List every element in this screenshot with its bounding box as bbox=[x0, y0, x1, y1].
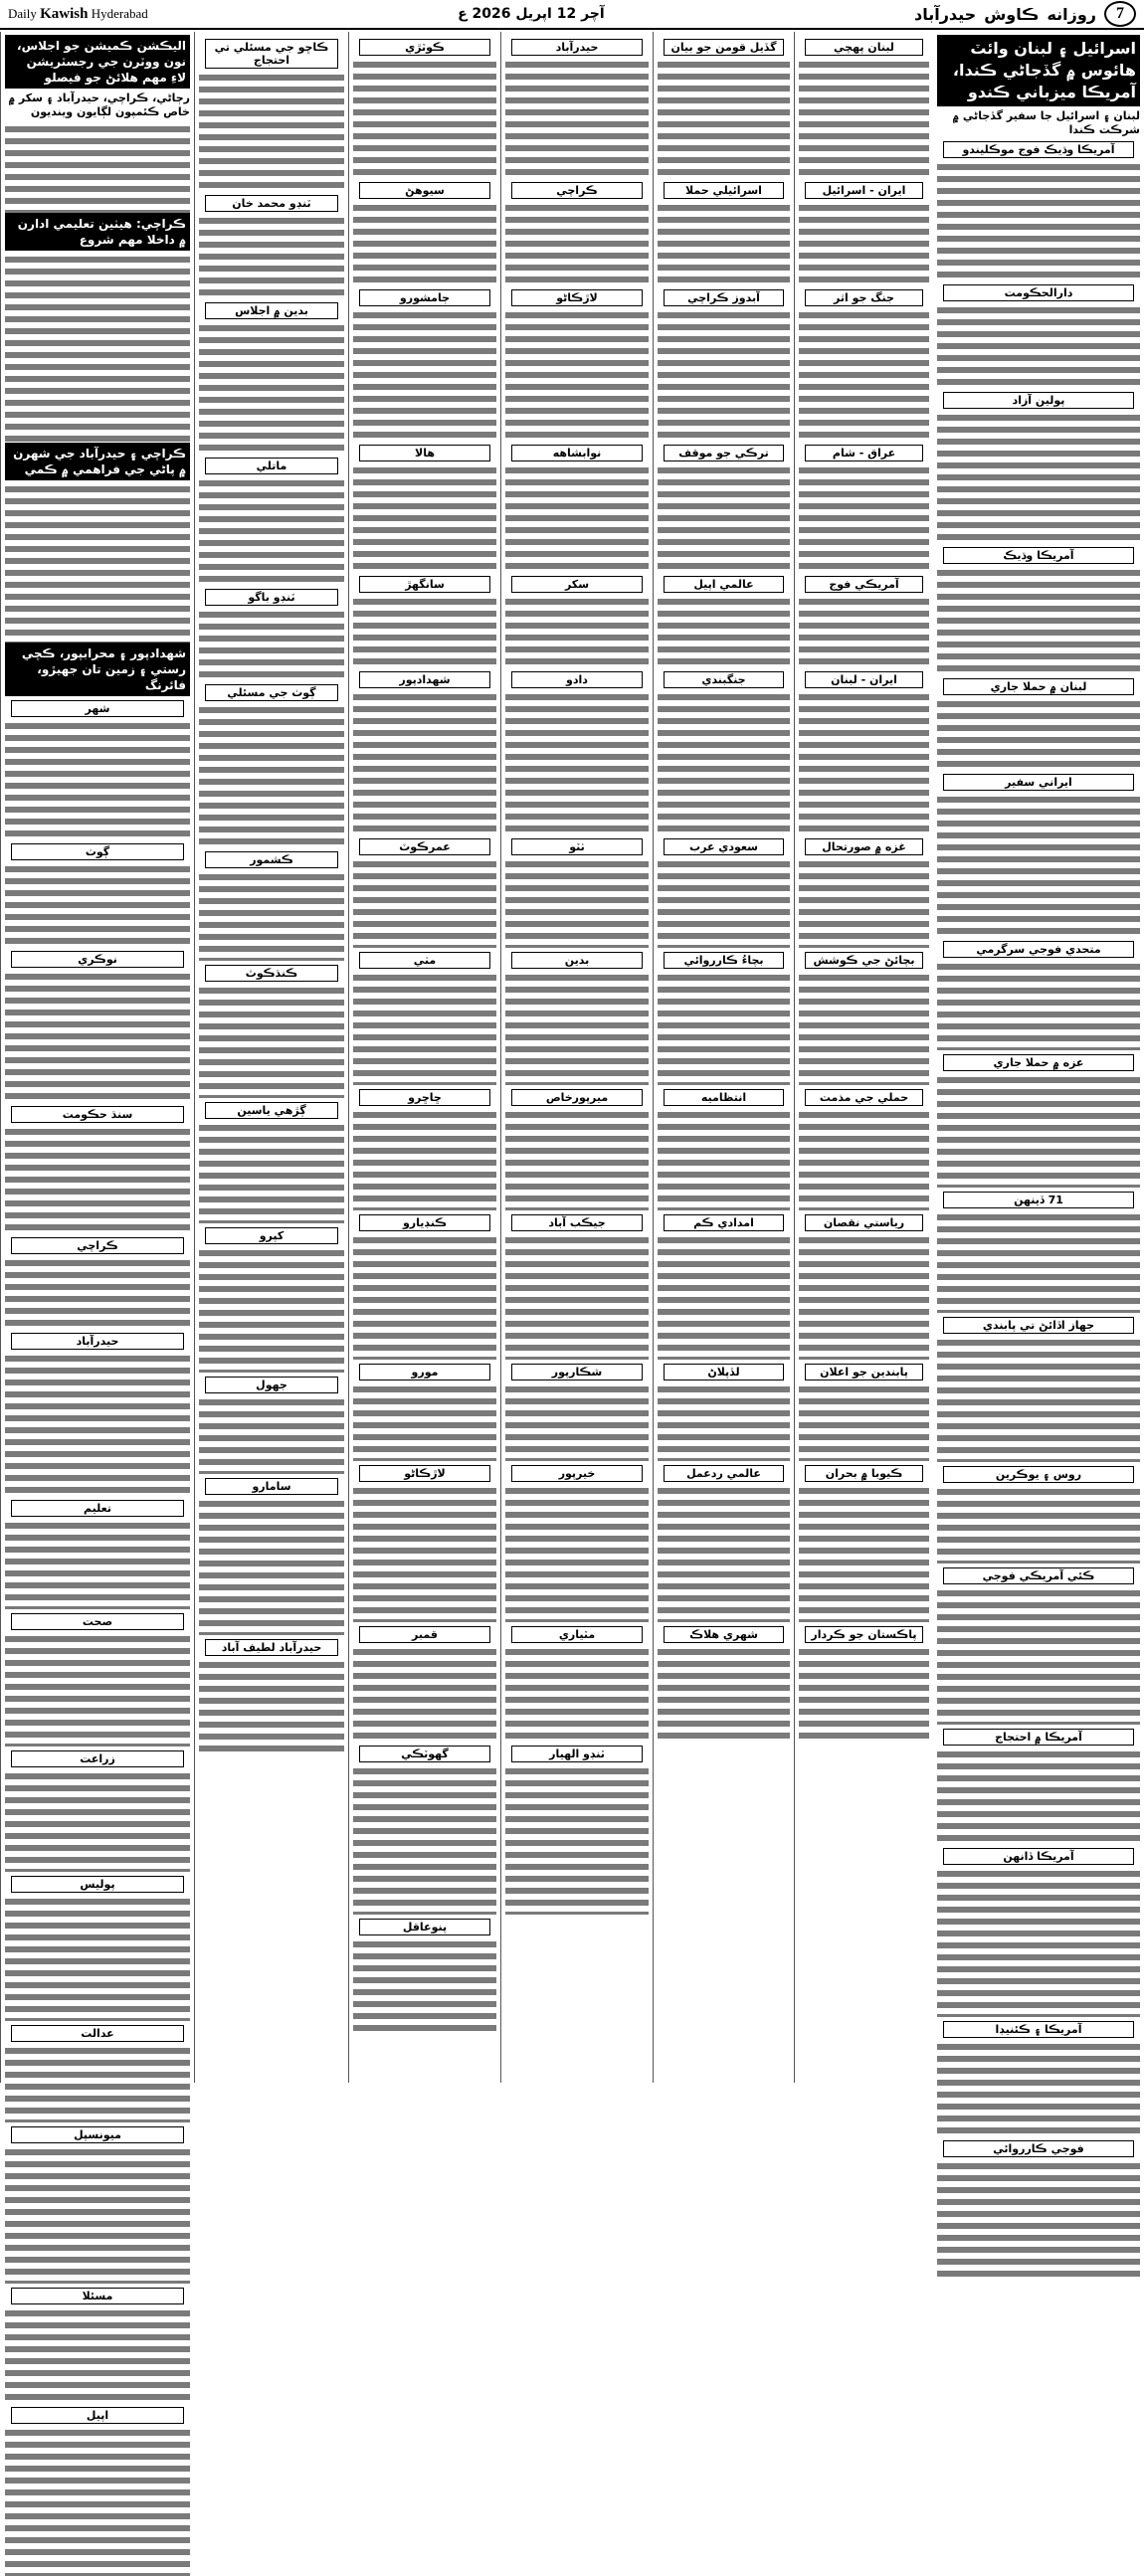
story-body bbox=[199, 985, 344, 1098]
story-body bbox=[353, 309, 496, 441]
story-body bbox=[199, 1498, 344, 1635]
story-body bbox=[937, 1211, 1140, 1313]
story-headline: مٽياري bbox=[511, 1626, 643, 1643]
column-7-stories bbox=[937, 141, 1140, 2155]
story-headline: عراق - شام bbox=[805, 445, 923, 461]
story-headline: رياستي نقصان bbox=[805, 1214, 923, 1231]
story-headline: اسرائيلي حملا bbox=[664, 182, 784, 199]
english-nameplate bbox=[8, 6, 148, 23]
story-headline: ايران - لبنان bbox=[805, 671, 923, 688]
story-body bbox=[937, 1337, 1140, 1462]
column-4-stories bbox=[505, 39, 649, 1915]
story-body bbox=[937, 698, 1140, 770]
story-body bbox=[937, 161, 1140, 280]
story-headline: ڪنڊيارو bbox=[359, 1214, 490, 1231]
column-1-stories bbox=[5, 700, 190, 2422]
column-3-stories bbox=[353, 39, 496, 2034]
story-headline: شهر bbox=[11, 700, 184, 717]
column-4 bbox=[500, 32, 653, 2083]
story-body bbox=[353, 1485, 496, 1622]
story-headline: حيدرآباد لطيف آباد bbox=[205, 1639, 338, 1656]
column-1-story-body bbox=[5, 254, 190, 443]
story-body bbox=[505, 309, 649, 441]
story-headline: ترڪي جو موقف bbox=[664, 445, 784, 461]
story-headline: ڪاڇو جي مسئلي تي احتجاج bbox=[205, 39, 338, 69]
story-headline: جيڪب آباد bbox=[511, 1214, 643, 1231]
story-body bbox=[5, 1126, 190, 1233]
urdu-city: حيدرآباد bbox=[913, 4, 977, 24]
column-1-headline-4: شهدادپور ۽ محرابپور، ڪچي رستي ۽ زمين تان جهيڙو، فائرنگ bbox=[5, 643, 190, 696]
story-body bbox=[5, 2045, 190, 2122]
story-body bbox=[658, 858, 790, 948]
story-body bbox=[5, 2307, 190, 2403]
story-headline: تعليم bbox=[11, 1500, 184, 1517]
story-headline: ٽنڊو الهيار bbox=[511, 1746, 643, 1762]
story-headline: جهاز اڏائڻ تي پابندي bbox=[943, 1317, 1134, 1334]
story-body bbox=[505, 59, 649, 178]
story-headline: عالمي اپيل bbox=[664, 576, 784, 593]
story-headline: عالمي ردعمل bbox=[664, 1465, 784, 1482]
story-headline: حيدرآباد bbox=[511, 39, 643, 56]
story-body bbox=[199, 322, 344, 454]
story-headline: فوجي ڪارروائي bbox=[943, 2140, 1134, 2157]
story-body bbox=[658, 691, 790, 834]
story-body bbox=[353, 596, 496, 667]
story-body bbox=[799, 464, 929, 572]
story-body bbox=[658, 464, 790, 572]
story-headline: لبنان پهچي bbox=[805, 39, 923, 56]
story-headline: مورو bbox=[359, 1364, 490, 1380]
story-body bbox=[353, 858, 496, 948]
story-body bbox=[937, 1748, 1140, 1844]
story-headline: بدين ۾ اجلاس bbox=[205, 302, 338, 319]
column-6 bbox=[794, 32, 933, 2083]
story-body bbox=[505, 691, 649, 834]
story-body bbox=[353, 1646, 496, 1742]
story-headline: دارالحڪومت bbox=[943, 284, 1134, 301]
story-body bbox=[199, 215, 344, 298]
story-headline: عدالت bbox=[11, 2025, 184, 2042]
story-headline: غزه ۾ صورتحال bbox=[805, 838, 923, 855]
story-headline: گڏيل قومن جو بيان bbox=[664, 39, 784, 56]
column-1-headline-2: ڪراچي: هيٺين تعليمي ادارن ۾ داخلا مهم شروع bbox=[5, 213, 190, 251]
story-headline: سيوهڻ bbox=[359, 182, 490, 199]
story-body bbox=[5, 720, 190, 839]
story-headline: بدين bbox=[511, 952, 643, 969]
story-body bbox=[505, 858, 649, 948]
story-headline: آمريڪا وڌيڪ bbox=[943, 547, 1134, 564]
story-body bbox=[937, 412, 1140, 543]
story-body bbox=[799, 1485, 929, 1622]
story-headline: آمريڪا وڌيڪ فوج موڪليندو bbox=[943, 141, 1134, 158]
story-body bbox=[505, 1234, 649, 1360]
story-body bbox=[799, 202, 929, 285]
story-headline: سعودي عرب bbox=[664, 838, 784, 855]
story-body bbox=[799, 596, 929, 667]
story-body bbox=[353, 1765, 496, 1915]
story-body bbox=[505, 1485, 649, 1622]
story-headline: ڪئي آمريڪي فوجي bbox=[943, 1567, 1134, 1584]
story-body bbox=[505, 596, 649, 667]
story-body bbox=[937, 1868, 1140, 2017]
lead-headline: اسرائيل ۽ لبنان وائٽ هائوس ۾ گڏجاڻي ڪندا، آمريڪا ميزباني ڪندو bbox=[937, 35, 1140, 106]
story-headline: ڪراچي bbox=[11, 1237, 184, 1254]
story-body bbox=[353, 691, 496, 834]
story-headline: نوڪري bbox=[11, 951, 184, 968]
story-body bbox=[937, 961, 1140, 1050]
story-body bbox=[353, 202, 496, 285]
story-body bbox=[658, 1646, 790, 1742]
story-body bbox=[5, 1770, 190, 1872]
story-body bbox=[199, 871, 344, 961]
story-body bbox=[937, 2160, 1140, 2280]
column-3 bbox=[348, 32, 500, 2083]
story-body bbox=[5, 1353, 190, 1496]
story-body bbox=[199, 1247, 344, 1373]
story-body bbox=[353, 1109, 496, 1210]
story-headline: مٺي bbox=[359, 952, 490, 969]
story-headline: مسئلا bbox=[11, 2288, 184, 2304]
story-headline: ڳوٺ bbox=[11, 843, 184, 860]
story-body bbox=[199, 1122, 344, 1223]
story-body bbox=[658, 596, 790, 667]
story-body bbox=[199, 72, 344, 191]
story-body bbox=[5, 1257, 190, 1329]
story-body bbox=[505, 1646, 649, 1742]
story-body bbox=[799, 1646, 929, 1742]
story-body bbox=[199, 704, 344, 847]
story-headline: ميرپورخاص bbox=[511, 1089, 643, 1106]
story-headline: ڇاڇرو bbox=[359, 1089, 490, 1106]
english-name-prefix: Daily bbox=[8, 5, 41, 21]
column-1-story-body bbox=[5, 483, 190, 643]
story-headline: آبدوز ڪراچي bbox=[664, 289, 784, 306]
story-body bbox=[658, 972, 790, 1085]
column-5 bbox=[653, 32, 794, 2083]
story-body bbox=[658, 1485, 790, 1622]
story-body bbox=[937, 1587, 1140, 1725]
column-1-headline-3: ڪراچي ۽ حيدرآباد جي شهرن ۾ پاڻي جي فراهمي ۾ ڪمي bbox=[5, 443, 190, 480]
story-body bbox=[658, 59, 790, 178]
story-headline: پوليس bbox=[11, 1876, 184, 1893]
story-headline: لبنان ۾ حملا جاري bbox=[943, 678, 1134, 695]
story-headline: لاڙڪاڻو bbox=[359, 1465, 490, 1482]
story-headline: صحت bbox=[11, 1613, 184, 1630]
story-body bbox=[5, 2427, 190, 2576]
story-headline: بچائڻ جي ڪوشش bbox=[805, 952, 923, 969]
story-headline: پاڪستان جو ڪردار bbox=[805, 1626, 923, 1643]
urdu-nameplate bbox=[914, 1, 1136, 27]
story-headline: شهري هلاڪ bbox=[664, 1626, 784, 1643]
story-headline: ڄامشورو bbox=[359, 289, 490, 306]
story-body bbox=[799, 1109, 929, 1210]
story-body bbox=[937, 1074, 1140, 1188]
story-headline: آمريڪا ۾ احتجاج bbox=[943, 1729, 1134, 1746]
story-headline: حيدرآباد bbox=[11, 1333, 184, 1350]
story-headline: سامارو bbox=[205, 1478, 338, 1495]
story-headline: جهول bbox=[205, 1377, 338, 1393]
story-headline: ميونسپل bbox=[11, 2126, 184, 2143]
english-name: Kawish bbox=[40, 5, 89, 22]
story-body bbox=[5, 1896, 190, 2021]
story-body bbox=[799, 691, 929, 834]
story-headline: 71 ڏينهن bbox=[943, 1192, 1134, 1208]
story-body bbox=[505, 464, 649, 572]
story-body bbox=[505, 972, 649, 1085]
story-body bbox=[505, 202, 649, 285]
story-headline: پولين آزاد bbox=[943, 392, 1134, 409]
story-headline: لاڙڪاڻو bbox=[511, 289, 643, 306]
story-headline: ڳڙهي ياسين bbox=[205, 1102, 338, 1119]
story-headline: ڪوٽڙي bbox=[359, 39, 490, 56]
story-headline: بچاءُ ڪارروائي bbox=[664, 952, 784, 969]
story-headline: پنوعاقل bbox=[359, 1919, 490, 1935]
story-body bbox=[505, 1383, 649, 1461]
story-headline: زراعت bbox=[11, 1750, 184, 1767]
story-headline: پابندين جو اعلان bbox=[805, 1364, 923, 1380]
story-body bbox=[799, 1234, 929, 1360]
story-body bbox=[658, 202, 790, 285]
story-headline: ٽنڊو محمد خان bbox=[205, 195, 338, 212]
story-body bbox=[937, 1486, 1140, 1564]
story-headline: ڪشمور bbox=[205, 851, 338, 868]
story-headline: متحدي فوجي سرگرمي bbox=[943, 941, 1134, 958]
story-headline: حملي جي مذمت bbox=[805, 1089, 923, 1106]
story-headline: سکر bbox=[511, 576, 643, 593]
english-city: Hyderabad bbox=[91, 5, 148, 21]
column-5-stories bbox=[658, 39, 790, 1742]
story-headline: جنگبندي bbox=[664, 671, 784, 688]
story-headline: دادو bbox=[511, 671, 643, 688]
column-7 bbox=[933, 32, 1144, 2155]
story-body bbox=[658, 1234, 790, 1360]
urdu-name-prefix: روزانه bbox=[1047, 4, 1096, 24]
story-headline: عمرڪوٽ bbox=[359, 838, 490, 855]
story-body bbox=[353, 1383, 496, 1461]
story-headline: ٽنڊو باگو bbox=[205, 589, 338, 606]
story-headline: ايراني سفير bbox=[943, 774, 1134, 791]
story-headline: سنڌ حڪومت bbox=[11, 1106, 184, 1123]
story-body bbox=[353, 464, 496, 572]
lead-subheadline: لبنان ۽ اسرائيل جا سفير گڏجاڻي ۾ شرڪت ڪندا bbox=[952, 109, 1140, 136]
story-body bbox=[5, 971, 190, 1102]
story-body bbox=[505, 1765, 649, 1915]
story-body bbox=[937, 2041, 1140, 2136]
story-headline: انتظاميه bbox=[664, 1089, 784, 1106]
story-body bbox=[799, 1383, 929, 1461]
story-body bbox=[5, 1520, 190, 1609]
story-body bbox=[799, 972, 929, 1085]
story-headline: جنگ جو اثر bbox=[805, 289, 923, 306]
story-headline: ماتلي bbox=[205, 458, 338, 474]
column-1-story-body bbox=[5, 123, 190, 213]
story-headline: آمريڪا ڏانهن bbox=[943, 1848, 1134, 1865]
story-body bbox=[658, 1109, 790, 1210]
story-headline: کپرو bbox=[205, 1227, 338, 1244]
story-headline: اپيل bbox=[11, 2407, 184, 2424]
story-headline: لڏپلاڻ bbox=[664, 1364, 784, 1380]
story-body bbox=[199, 1659, 344, 1754]
story-headline: قمبر bbox=[359, 1626, 490, 1643]
story-headline: آمريڪا ۽ ڪئنيڊا bbox=[943, 2021, 1134, 2038]
story-body bbox=[799, 309, 929, 441]
story-headline: ڳوٺ جي مسئلي bbox=[205, 684, 338, 701]
news-columns bbox=[0, 32, 1144, 2422]
story-headline: شهدادپور bbox=[359, 671, 490, 688]
story-body bbox=[353, 1234, 496, 1360]
story-body bbox=[353, 972, 496, 1085]
page-number: 7 bbox=[1104, 1, 1136, 27]
story-body bbox=[937, 794, 1140, 937]
masthead bbox=[0, 0, 1144, 30]
story-headline: هالا bbox=[359, 445, 490, 461]
urdu-name: ڪاوش bbox=[984, 4, 1040, 24]
story-body bbox=[658, 309, 790, 441]
story-body bbox=[799, 59, 929, 178]
story-headline: نوابشاهه bbox=[511, 445, 643, 461]
story-headline: ٺٽو bbox=[511, 838, 643, 855]
story-headline: خيرپور bbox=[511, 1465, 643, 1482]
story-body bbox=[505, 1109, 649, 1210]
story-body bbox=[799, 858, 929, 948]
story-body bbox=[5, 863, 190, 947]
story-headline: ڪراچي bbox=[511, 182, 643, 199]
column-2 bbox=[194, 32, 348, 2083]
story-body bbox=[5, 2146, 190, 2284]
story-headline: آمريڪي فوج bbox=[805, 576, 923, 593]
story-headline: شڪارپور bbox=[511, 1364, 643, 1380]
story-headline: روس ۽ يوڪرين bbox=[943, 1466, 1134, 1483]
story-headline: امدادي ڪم bbox=[664, 1214, 784, 1231]
column-1-headline-1: اليڪشن ڪميشن جو اجلاس، نون ووٽرن جي رجسٽريشن لاءِ مهم هلائڻ جو فيصلو bbox=[5, 35, 190, 89]
column-1 bbox=[0, 32, 194, 2422]
story-body bbox=[5, 1633, 190, 1747]
story-body bbox=[353, 59, 496, 178]
story-body bbox=[658, 1383, 790, 1461]
story-body bbox=[199, 1396, 344, 1474]
story-body bbox=[353, 1938, 496, 2034]
column-6-stories bbox=[799, 39, 929, 1742]
story-headline: گهوٽڪي bbox=[359, 1746, 490, 1762]
story-headline: ايران - اسرائيل bbox=[805, 182, 923, 199]
story-body bbox=[199, 477, 344, 585]
story-body bbox=[937, 304, 1140, 388]
story-headline: عزه ۾ حملا جاري bbox=[943, 1054, 1134, 1071]
story-headline: سانگهڙ bbox=[359, 576, 490, 593]
story-headline: ڪنڌڪوٽ bbox=[205, 965, 338, 982]
issue-date: آچر 12 اپريل 2026 ع bbox=[458, 6, 605, 22]
story-headline: ڪيوبا ۾ بحران bbox=[805, 1465, 923, 1482]
story-body bbox=[199, 609, 344, 680]
column-2-stories bbox=[199, 39, 344, 1754]
column-1-subheadline: رڄاڻي، ڪراچي، حيدرآباد ۽ سکر ۾ خاص ڪئمپون لڳايون وينديون bbox=[8, 92, 190, 118]
story-body bbox=[937, 567, 1140, 674]
